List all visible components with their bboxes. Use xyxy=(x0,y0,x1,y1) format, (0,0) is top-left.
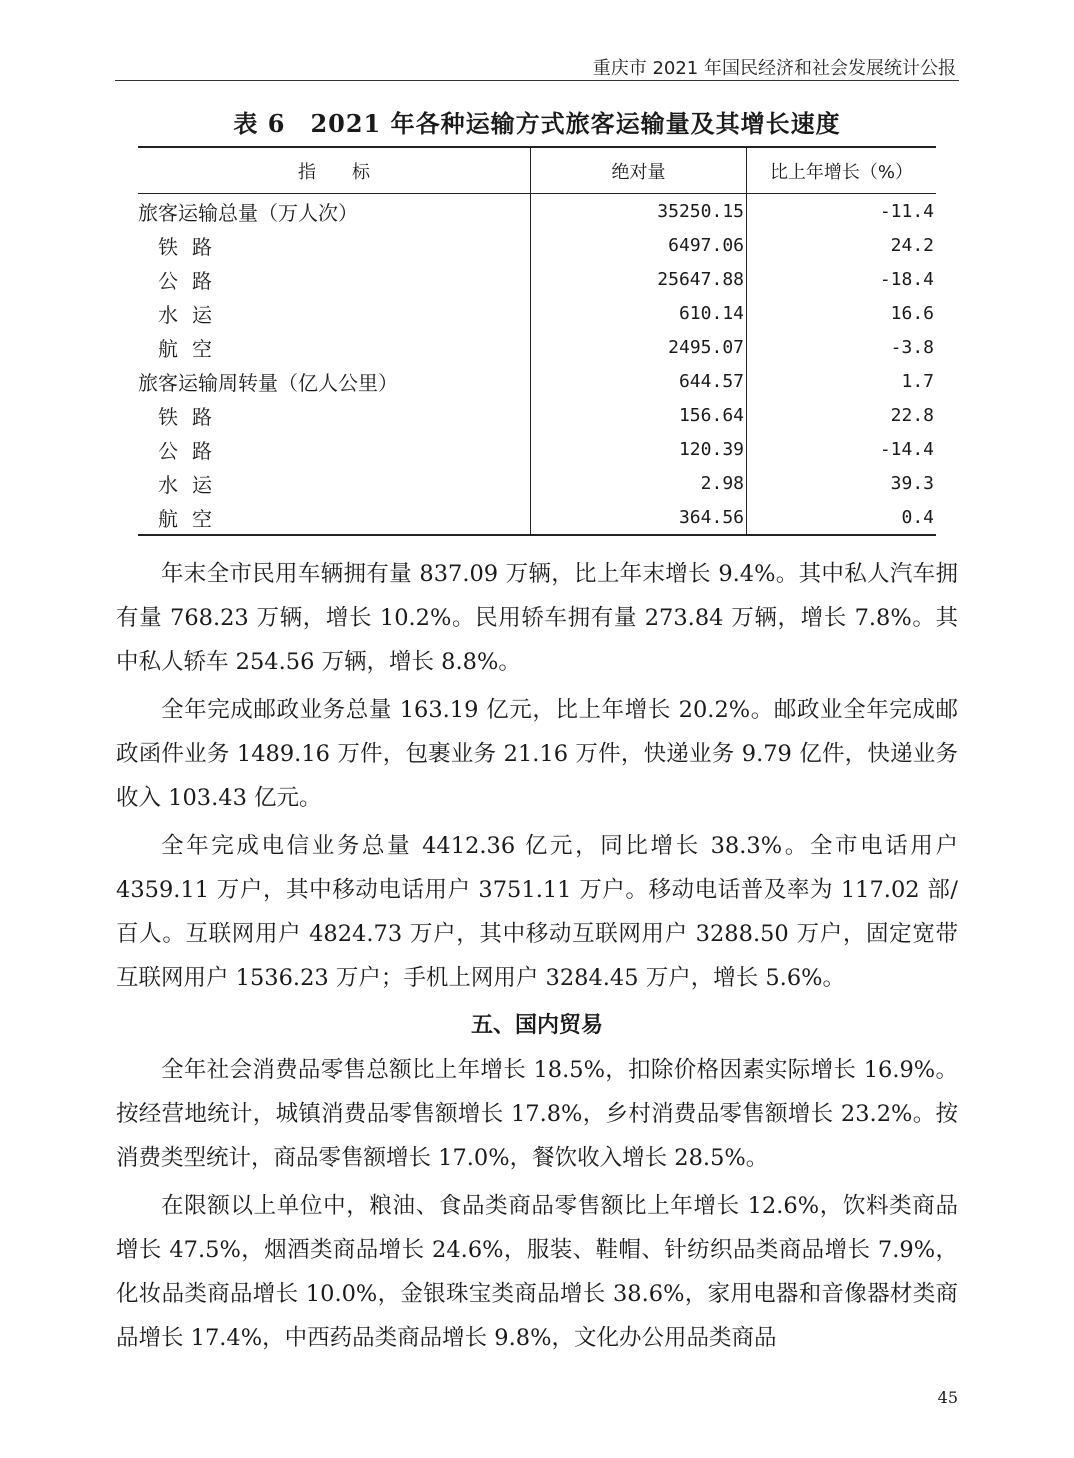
table-body xyxy=(138,194,936,536)
row-absolute-value: 2495.07 xyxy=(531,330,747,364)
row-label: 公路 xyxy=(158,268,226,293)
running-header: 重庆市 2021 年国民经济和社会发展统计公报 xyxy=(592,58,956,79)
row-absolute-value: 2.98 xyxy=(531,466,747,500)
row-absolute-value: 156.64 xyxy=(531,398,747,432)
page-number: 45 xyxy=(937,1388,958,1407)
row-label: 铁路 xyxy=(158,404,226,429)
row-absolute-value: 120.39 xyxy=(531,432,747,466)
row-label: 航空 xyxy=(158,336,226,361)
row-absolute-value: 35250.15 xyxy=(531,194,747,229)
table-row xyxy=(138,398,936,432)
table-row xyxy=(138,330,936,364)
row-label: 水运 xyxy=(158,472,226,497)
table-row xyxy=(138,500,936,535)
table-row xyxy=(138,296,936,330)
row-growth-rate: 24.2 xyxy=(890,234,934,256)
row-label: 旅客运输总量（万人次） xyxy=(138,200,358,225)
column-header-absolute: 绝对量 xyxy=(531,147,747,194)
paragraph-telecom: 全年完成电信业务总量 4412.36 亿元，同比增长 38.3%。全市电话用户 4359.11 万户，其中移动电话用户 3751.11 万户。移动电话普及率为 117.02 部/百人。互联网用户 4824.73 万户，其中移动互联网用户 3288.50 万户，固定宽带互联网用户 1536.23 万户；手机上网用户 3284.45 万户，增长 5.6%。 xyxy=(116,833,958,991)
passenger-transport-table xyxy=(138,146,936,536)
row-growth-rate: -3.8 xyxy=(890,336,934,358)
row-growth-rate: 22.8 xyxy=(890,404,934,426)
row-growth-rate: 39.3 xyxy=(890,472,934,494)
body-text xyxy=(116,552,958,1364)
table-row xyxy=(138,228,936,262)
table-row xyxy=(138,194,936,229)
row-absolute-value: 364.56 xyxy=(531,500,747,535)
table-row xyxy=(138,432,936,466)
paragraph-retail-categories: 在限额以上单位中，粮油、食品类商品零售额比上年增长 12.6%，饮料类商品增长 47.5%，烟酒类商品增长 24.6%，服装、鞋帽、针纺织品类商品增长 7.9%，化妆品类商品增长 10.0%，金银珠宝类商品增长 38.6%，家用电器和音像器材类商品增长 17.4%，中西药品类商品增长 9.8%，文化办公用品类商品 xyxy=(116,1193,958,1351)
row-growth-rate: -14.4 xyxy=(879,438,934,460)
row-label: 旅客运输周转量（亿人公里） xyxy=(138,370,398,395)
row-label: 水运 xyxy=(158,302,226,327)
row-absolute-value: 644.57 xyxy=(531,364,747,398)
table-row xyxy=(138,262,936,296)
table-row xyxy=(138,364,936,398)
row-growth-rate: 1.7 xyxy=(901,370,934,392)
table-title: 表 6 2021 年各种运输方式旅客运输量及其增长速度 xyxy=(233,109,841,138)
paragraph-postal: 全年完成邮政业务总量 163.19 亿元，比上年增长 20.2%。邮政业全年完成邮政函件业务 1489.16 万件，包裹业务 21.16 万件，快递业务 9.79 亿件，快递业务收入 103.43 亿元。 xyxy=(116,697,958,811)
row-absolute-value: 6497.06 xyxy=(531,228,747,262)
table-header-row xyxy=(138,147,936,194)
row-growth-rate: 0.4 xyxy=(747,500,937,535)
table-row xyxy=(138,466,936,500)
row-absolute-value: 610.14 xyxy=(531,296,747,330)
header-divider xyxy=(115,80,959,81)
row-growth-rate: -18.4 xyxy=(879,268,934,290)
row-label: 公路 xyxy=(158,438,226,463)
row-label: 铁路 xyxy=(158,234,226,259)
section-heading: 五、国内贸易 xyxy=(470,1013,603,1038)
row-growth-rate: 16.6 xyxy=(890,302,934,324)
column-header-growth: 比上年增长（%） xyxy=(747,147,937,194)
row-label: 航空 xyxy=(138,500,531,535)
column-header-indicator: 指 标 xyxy=(138,147,531,194)
row-absolute-value: 25647.88 xyxy=(531,262,747,296)
paragraph-vehicles: 年末全市民用车辆拥有量 837.09 万辆，比上年末增长 9.4%。其中私人汽车拥有量 768.23 万辆，增长 10.2%。民用轿车拥有量 273.84 万辆，增长 7.8%。其中私人轿车 254.56 万辆，增长 8.8%。 xyxy=(116,561,958,675)
row-growth-rate: -11.4 xyxy=(879,200,934,222)
paragraph-retail: 全年社会消费品零售总额比上年增长 18.5%，扣除价格因素实际增长 16.9%。按经营地统计，城镇消费品零售额增长 17.8%，乡村消费品零售额增长 23.2%。按消费类型统计，商品零售额增长 17.0%，餐饮收入增长 28.5%。 xyxy=(116,1057,958,1171)
